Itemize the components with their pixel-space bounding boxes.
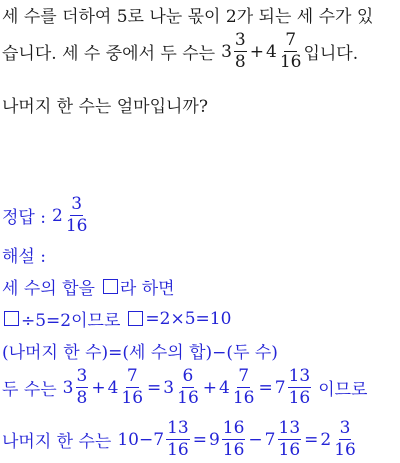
numerator: 3 — [339, 418, 351, 438]
numerator: 6 — [182, 366, 194, 386]
mixed-number-whole: 4 — [219, 377, 230, 398]
mixed-number-whole: 3 — [62, 377, 74, 398]
plus-sign: + — [91, 377, 106, 398]
denominator: 16 — [167, 440, 189, 460]
problem-line-2 — [2, 32, 358, 71]
solution-line-5 — [2, 420, 358, 459]
minus-sign: − — [248, 429, 263, 450]
solution-line-1 — [2, 274, 175, 299]
solution-label: 해설 : — [2, 247, 46, 267]
mixed-number-whole: 4 — [265, 41, 277, 62]
fraction — [234, 32, 247, 71]
fraction — [176, 368, 200, 407]
answer-label: 정답 : — [2, 208, 46, 228]
denominator: 16 — [65, 216, 88, 236]
equals-sign: = — [192, 429, 207, 450]
solution-line-3 — [2, 338, 278, 363]
solution-text: (나머지 한 수)=(세 수의 합)−(두 수) — [2, 343, 278, 363]
mixed-number-whole: 9 — [208, 429, 220, 450]
problem-text: 입니다. — [303, 44, 359, 64]
fraction — [279, 32, 303, 71]
fraction — [288, 368, 312, 407]
fraction — [278, 420, 302, 459]
solution-text: ÷5=2이므로 — [21, 311, 121, 331]
solution-heading — [2, 242, 46, 267]
equals-sign: = — [304, 429, 319, 450]
equals-sign: = — [258, 377, 273, 398]
solution-line-2 — [2, 306, 231, 331]
solution-text: 나머지 한 수는 — [2, 432, 112, 452]
mixed-number-whole: 7 — [264, 429, 276, 450]
denominator: 16 — [334, 440, 356, 460]
denominator: 8 — [234, 52, 246, 72]
problem-text: 나머지 한 수는 얼마입니까? — [2, 97, 208, 117]
solution-text: 라 하면 — [119, 279, 175, 299]
denominator: 16 — [232, 388, 255, 408]
solution-text: 세 수의 합을 — [2, 279, 95, 299]
denominator: 16 — [288, 388, 311, 408]
fraction — [222, 420, 246, 459]
plus-sign: + — [202, 377, 218, 398]
plus-sign: + — [249, 41, 264, 62]
mixed-number-whole: 2 — [320, 429, 332, 450]
solution-text: 10− — [117, 429, 154, 450]
mixed-number-whole: 7 — [274, 377, 286, 398]
mixed-number-whole: 4 — [107, 377, 119, 398]
numerator: 13 — [278, 418, 301, 438]
blank-box — [103, 279, 118, 294]
numerator: 13 — [288, 366, 311, 386]
numerator: 3 — [71, 194, 83, 214]
denominator: 16 — [121, 388, 144, 408]
denominator: 16 — [222, 440, 245, 460]
denominator: 16 — [278, 440, 301, 460]
numerator: 13 — [167, 418, 189, 438]
denominator: 16 — [279, 52, 302, 72]
problem-line-3 — [2, 92, 208, 117]
solution-text: 두 수는 — [2, 380, 57, 400]
solution-text: 이므로 — [318, 380, 368, 400]
numerator: 7 — [238, 366, 250, 386]
numerator: 7 — [285, 30, 297, 50]
answer-line — [2, 196, 89, 235]
fraction — [166, 420, 190, 459]
fraction — [76, 368, 89, 407]
blank-box — [4, 311, 19, 326]
denominator: 8 — [76, 388, 88, 408]
numerator: 3 — [76, 366, 88, 386]
numerator: 3 — [234, 30, 246, 50]
fraction — [65, 196, 89, 235]
mixed-number-whole: 7 — [153, 429, 165, 450]
mixed-number-whole: 3 — [163, 377, 175, 398]
fraction — [232, 368, 256, 407]
mixed-number-whole: 3 — [221, 41, 232, 62]
blank-box — [128, 311, 143, 326]
mixed-number-whole: 2 — [51, 205, 63, 226]
solution-line-4 — [2, 368, 367, 407]
numerator: 16 — [222, 418, 245, 438]
fraction — [120, 368, 144, 407]
denominator: 16 — [177, 388, 199, 408]
numerator: 7 — [126, 366, 138, 386]
fraction — [333, 420, 357, 459]
problem-text: 세 수를 더하여 5로 나눈 몫이 2가 되는 세 수가 있 — [2, 7, 374, 27]
solution-text: =2×5=10 — [145, 308, 232, 329]
problem-text: 습니다. 세 수 중에서 두 수는 — [2, 44, 216, 64]
problem-line-1 — [2, 2, 373, 27]
equals-sign: = — [147, 377, 162, 398]
